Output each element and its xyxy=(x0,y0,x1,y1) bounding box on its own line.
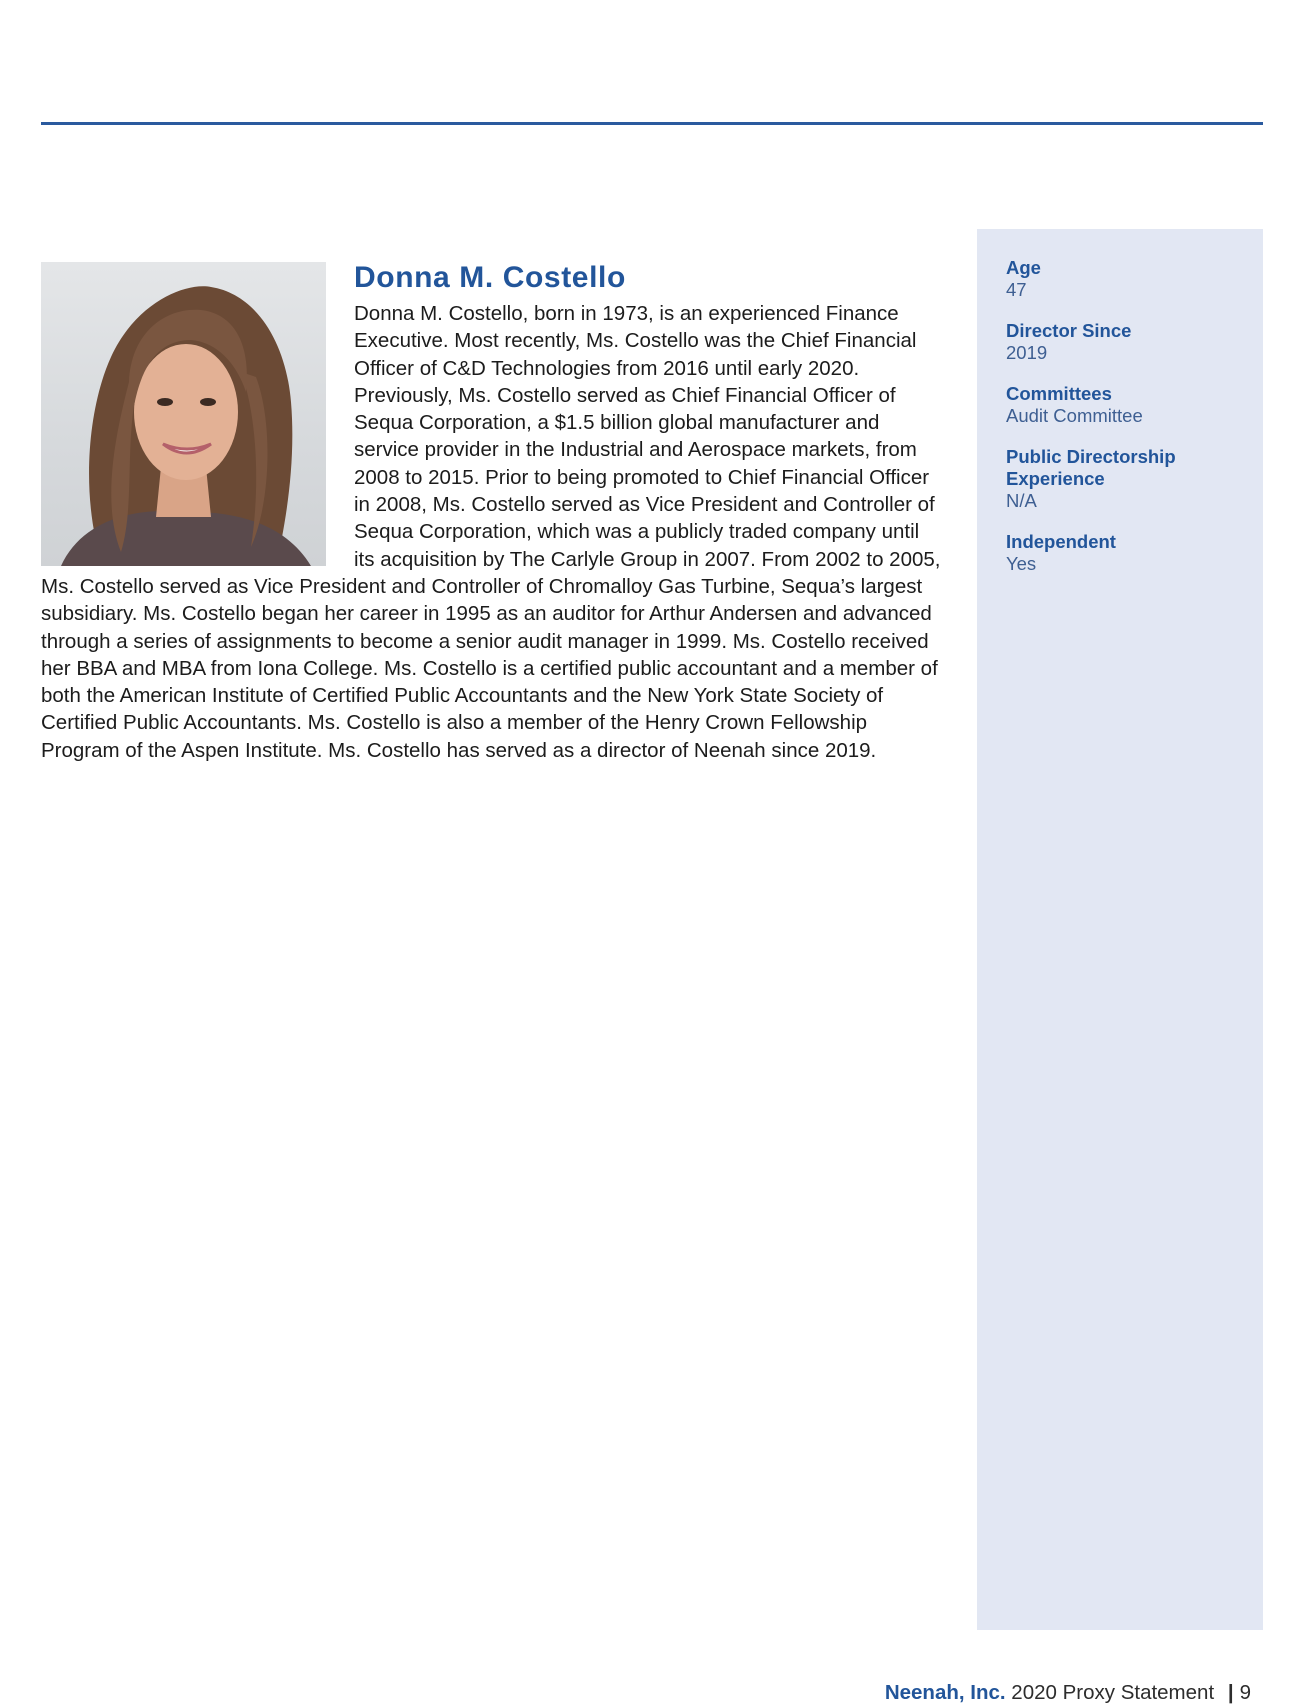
director-bio-section xyxy=(41,262,941,764)
independent-field xyxy=(1006,531,1246,575)
committees-label: Committees xyxy=(1006,383,1112,404)
independent-value: Yes xyxy=(1006,553,1037,574)
director-bio-text: Donna M. Costello, born in 1973, is an experienced Finance Executive. Most recently, Ms. Costello was the Chief Financial Officer of C&D Technologies from 2016 until early 2020. Previously, Ms. Costello served as Chief Financial Officer of Sequa Corporation, a $1.5 billion global manufacturer and service provider in the Industrial and Aerospace markets, from 2008 to 2015. Prior to being promoted to Chief Financial Officer in 2008, Ms. Costello served as Vice President and Controller of Sequa Corporation, which was a publicly traded company until its acquisition by The Carlyle Group in 2007. From 2002 to 2005, Ms. Costello served as Vice President and Controller of Chromalloy Gas Turbine, Sequa’s largest subsidiary. Ms. Costello began her career in 1995 as an auditor for Arthur Andersen and advanced through a series of assignments to become a senior audit manager in 1999. Ms. Costello received her BBA and MBA from Iona College. Ms. Costello is a certified public accountant and a member of both the American Institute of Certified Public Accountants and the New York State Society of Certified Public Accountants. Ms. Costello is also a member of the Henry Crown Fellowship Program of the Aspen Institute. Ms. Costello has served as a director of Neenah since 2019. xyxy=(41,302,941,762)
public-directorship-value: N/A xyxy=(1006,490,1037,511)
director-since-field xyxy=(1006,320,1246,364)
director-info-sidebar xyxy=(977,229,1263,1630)
footer-document-title: 2020 Proxy Statement xyxy=(1011,1681,1215,1704)
director-name: Donna M. Costello xyxy=(354,261,626,294)
age-label: Age xyxy=(1006,257,1041,278)
director-since-label: Director Since xyxy=(1006,320,1132,341)
footer-separator: | xyxy=(1227,1681,1234,1704)
independent-label: Independent xyxy=(1006,531,1116,552)
footer-company: Neenah, Inc. xyxy=(884,1681,1006,1704)
public-directorship-label: Public Directorship Experience xyxy=(1006,446,1176,489)
director-photo xyxy=(41,262,326,566)
page-number: 9 xyxy=(1239,1681,1251,1704)
age-field xyxy=(1006,257,1246,301)
age-value: 47 xyxy=(1006,279,1027,300)
public-directorship-field xyxy=(1006,446,1246,512)
director-since-value: 2019 xyxy=(1006,342,1048,363)
committees-value: Audit Committee xyxy=(1006,405,1143,426)
header-rule xyxy=(41,122,1263,125)
page-footer xyxy=(885,1681,1251,1705)
committees-field xyxy=(1006,383,1246,427)
